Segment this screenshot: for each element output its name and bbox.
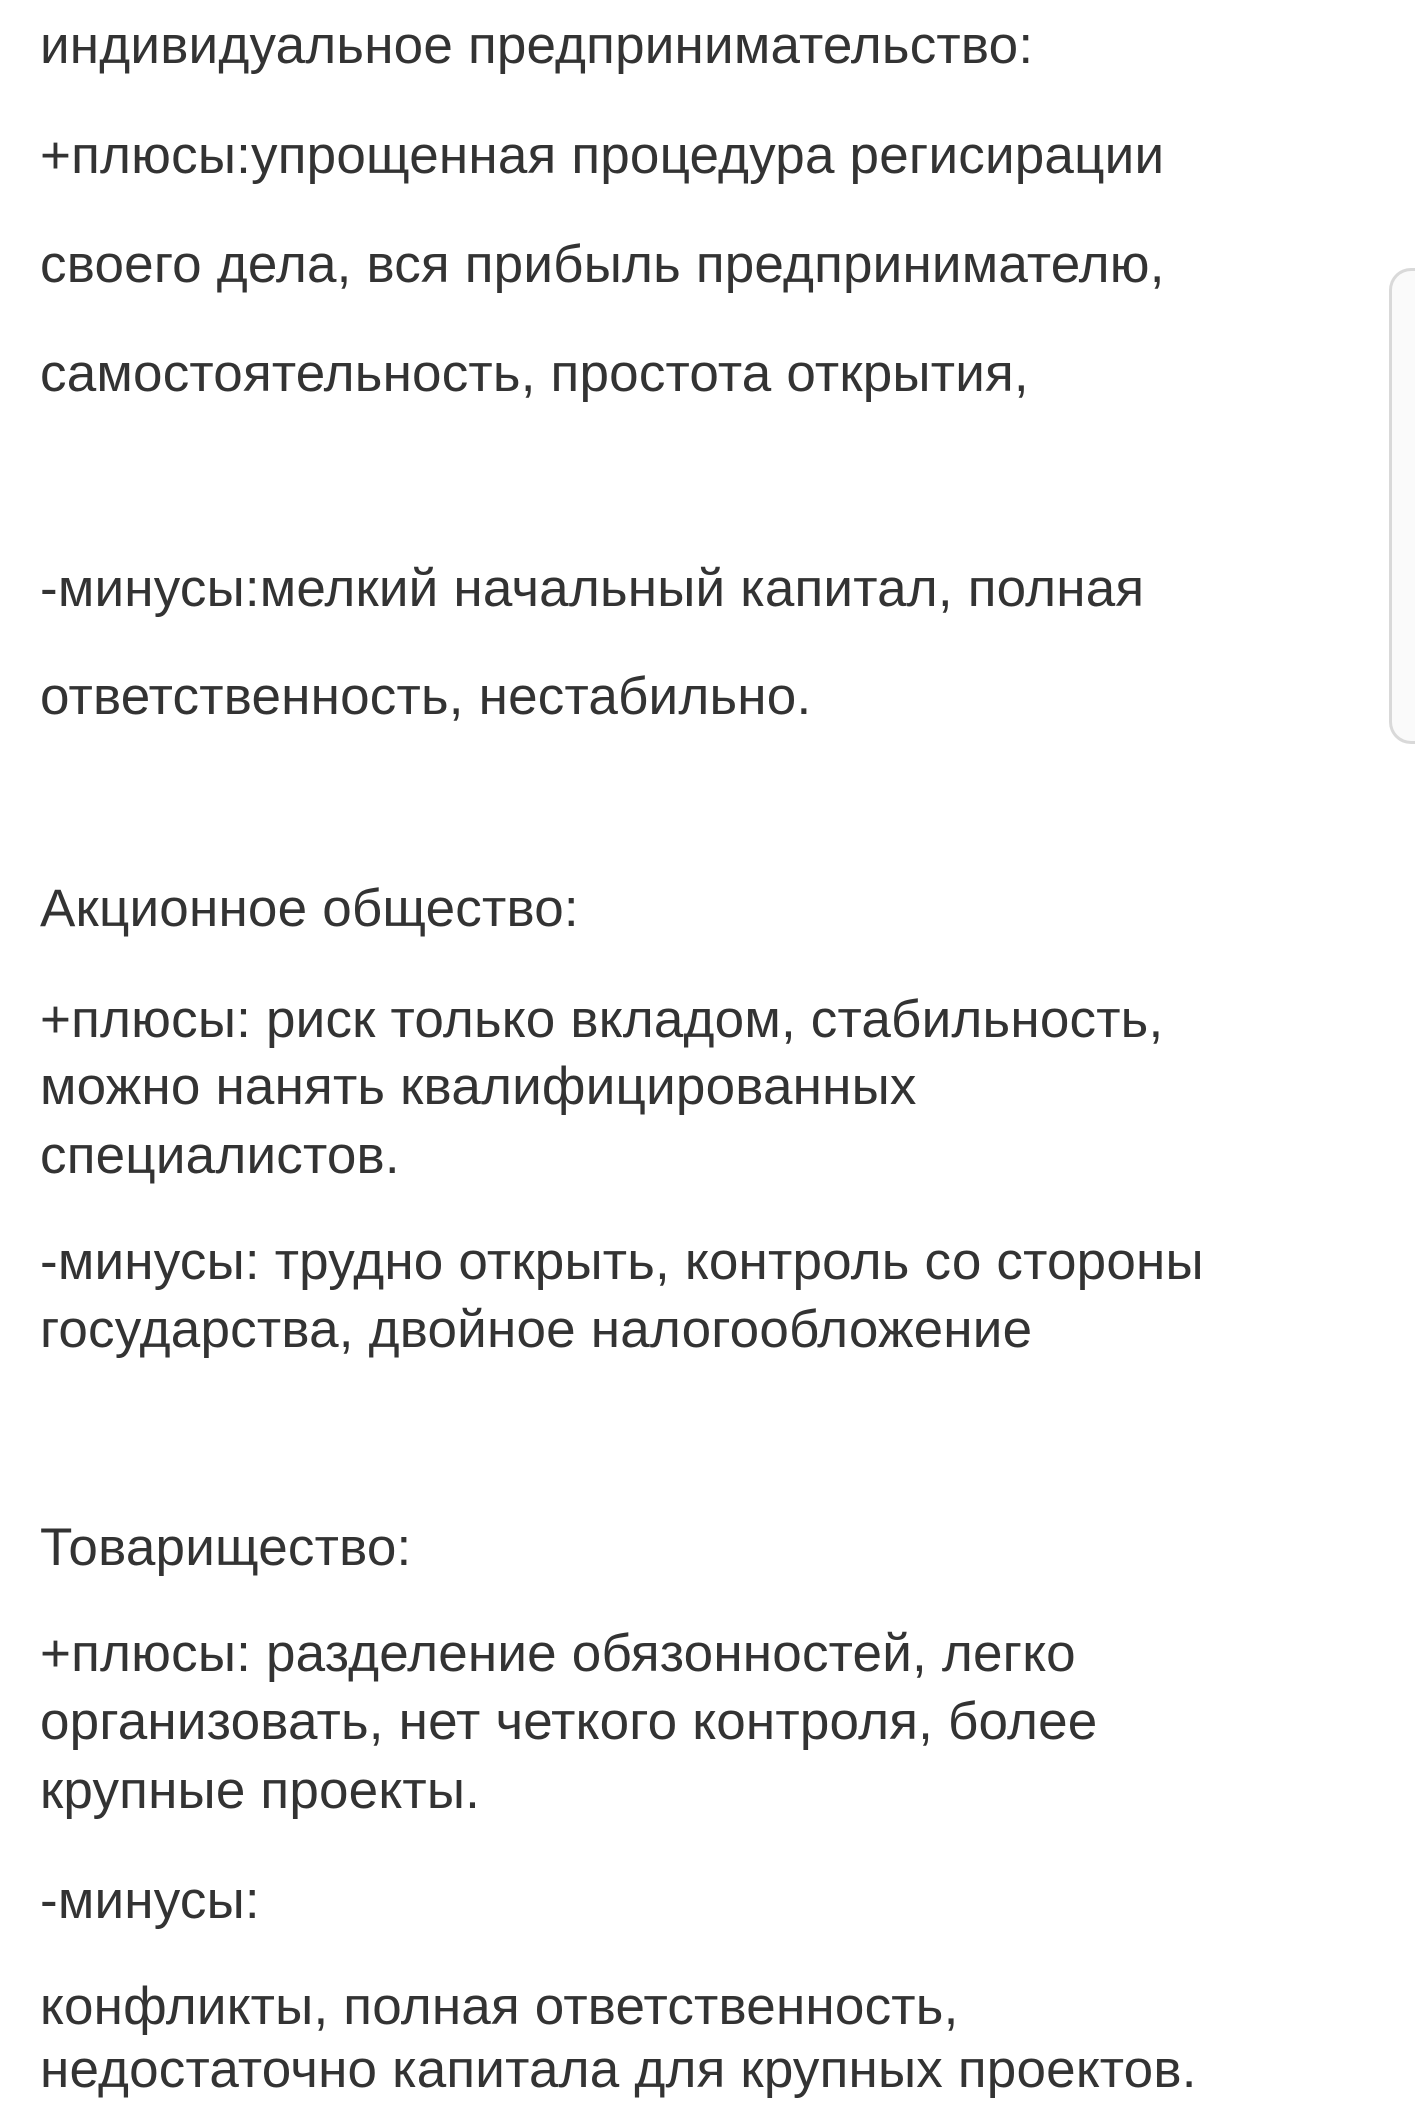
- minus-line: -минусы:: [40, 1871, 260, 1930]
- plus-line: +плюсы: риск только вкладом, стабильность,: [40, 990, 1164, 1049]
- section-heading-individual: индивидуальное предпринимательство:: [40, 16, 1034, 75]
- minus-line: ответственность, нестабильно.: [40, 667, 812, 726]
- plus-line: организовать, нет четкого контроля, более: [40, 1692, 1098, 1751]
- plus-line: крупные проекты.: [40, 1761, 481, 1820]
- minus-line: государства, двойное налогообложение: [40, 1300, 1033, 1359]
- minus-line: недостаточно капитала для крупных проектов.: [40, 2040, 1197, 2099]
- plus-line: +плюсы:упрощенная процедура регисирации: [40, 126, 1165, 185]
- minus-line: -минусы: трудно открыть, контроль со стороны: [40, 1232, 1204, 1291]
- plus-line: самостоятельность, простота открытия,: [40, 344, 1029, 403]
- section-heading-joint-stock: Акционное общество:: [40, 879, 579, 938]
- plus-line: специалистов.: [40, 1126, 400, 1185]
- section-heading-partnership: Товарищество:: [40, 1518, 412, 1577]
- minus-line: -минусы:мелкий начальный капитал, полная: [40, 559, 1145, 618]
- plus-line: можно нанять квалифицированных: [40, 1057, 917, 1116]
- minus-line: конфликты, полная ответственность,: [40, 1977, 959, 2036]
- plus-line: +плюсы: разделение обязонностей, легко: [40, 1624, 1076, 1683]
- plus-line: своего дела, вся прибыль предпринимателю,: [40, 235, 1165, 294]
- edge-scroll-handle[interactable]: [1389, 268, 1415, 744]
